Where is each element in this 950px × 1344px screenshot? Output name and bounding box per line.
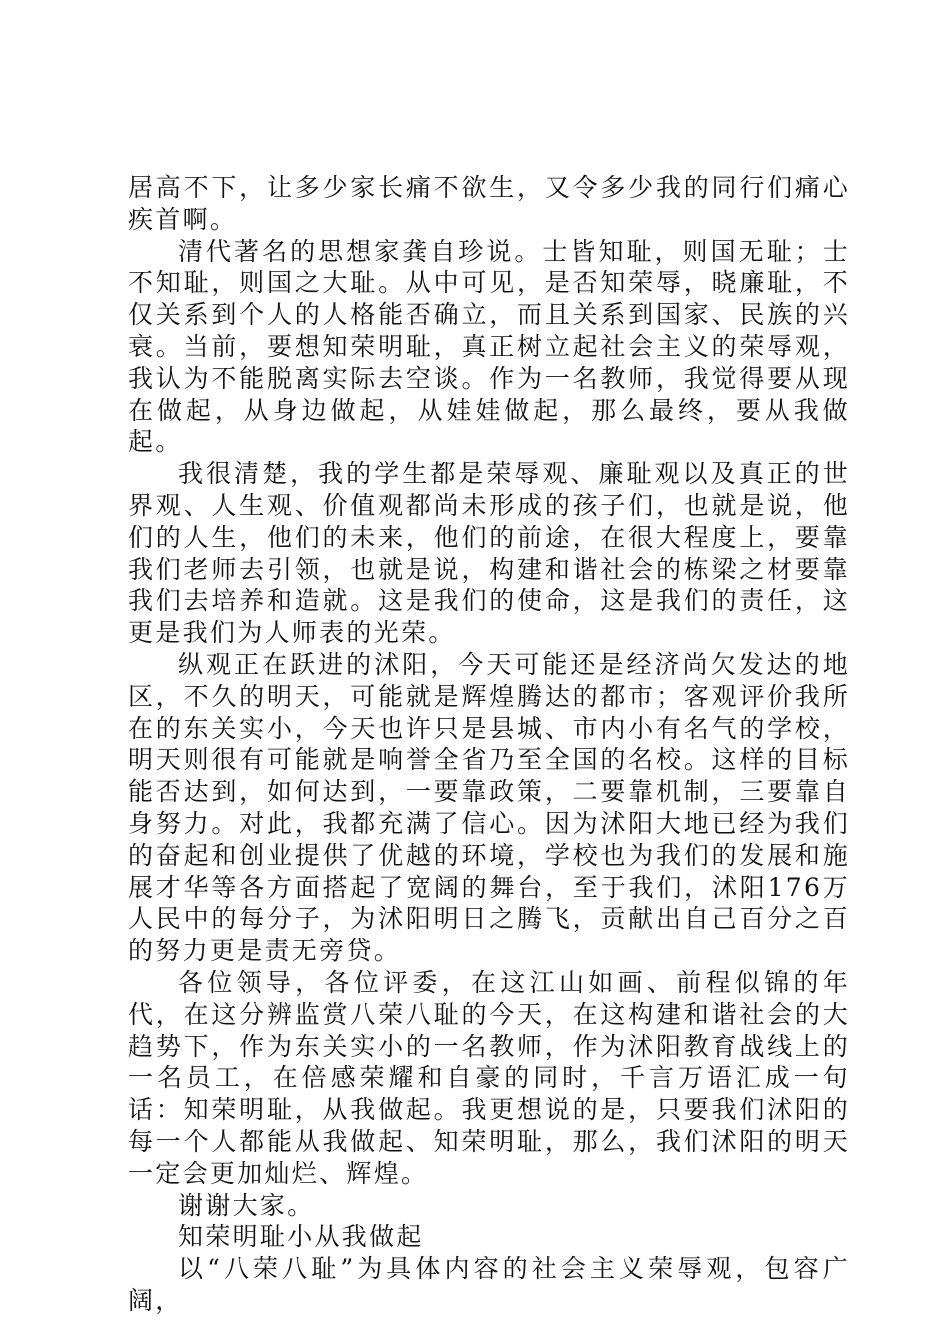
section-title: 知荣明耻小从我做起 bbox=[178, 1222, 424, 1252]
body-text bbox=[128, 172, 850, 1317]
paragraph-8: 以“八荣八耻”为具体内容的社会主义荣辱观，包容广阔， bbox=[128, 1254, 850, 1315]
paragraph-3: 我很清楚，我的学生都是荣辱观、廉耻观以及真正的世界观、人生观、价值观都尚未形成的孩子们，也就是说，他们的人生，他们的未来，他们的前途，在很大程度上，要靠我们老师去引领，也就是说，构建和谐社会的栋梁之材要靠我们去培养和造就。这是我们的使命，这是我们的责任，这更是我们为人师表的光荣。 bbox=[128, 459, 850, 648]
closing-thanks: 谢谢大家。 bbox=[178, 1190, 315, 1220]
paragraph-5: 各位领导，各位评委，在这江山如画、前程似锦的年代，在这分辨监赏八荣八耻的今天，在这构建和谐社会的大趋势下，作为东关实小的一名教师，作为沭阳教育战线上的一名员工，在倍感荣耀和自豪的同时，千言万语汇成一句话：知荣明耻，从我做起。我更想说的是，只要我们沭阳的每一个人都能从我做起、知荣明耻，那么，我们沭阳的明天一定会更加灿烂、辉煌。 bbox=[128, 967, 850, 1188]
paragraph-4: 纵观正在跃进的沭阳，今天可能还是经济尚欠发达的地区，不久的明天，可能就是辉煌腾达的都市；客观评价我所在的东关实小，今天也许只是县城、市内小有名气的学校，明天则很有可能就是响誉全省乃至全国的名校。这样的目标能否达到，如何达到，一要靠政策，二要靠机制，三要靠自身努力。对此，我都充满了信心。因为沭阳大地已经为我们的奋起和创业提供了优越的环境，学校也为我们的发展和施展才华等各方面搭起了宽阔的舞台，至于我们，沭阳176万人民中的每分子，为沭阳明日之腾飞，贡献出自己百分之百的努力更是责无旁贷。 bbox=[128, 649, 850, 966]
paragraph-2: 清代著名的思想家龚自珍说。士皆知耻，则国无耻；士不知耻，则国之大耻。从中可见，是否知荣辱，晓廉耻，不仅关系到个人的人格能否确立，而且关系到国家、民族的兴衰。当前，要想知荣明耻，真正树立起社会主义的荣辱观，我认为不能脱离实际去空谈。作为一名教师，我觉得要从现在做起，从身边做起，从娃娃做起，那么最终，要从我做起。 bbox=[128, 236, 850, 457]
paragraph-1: 居高不下，让多少家长痛不欲生，又令多少我的同行们痛心疾首啊。 bbox=[128, 173, 850, 234]
